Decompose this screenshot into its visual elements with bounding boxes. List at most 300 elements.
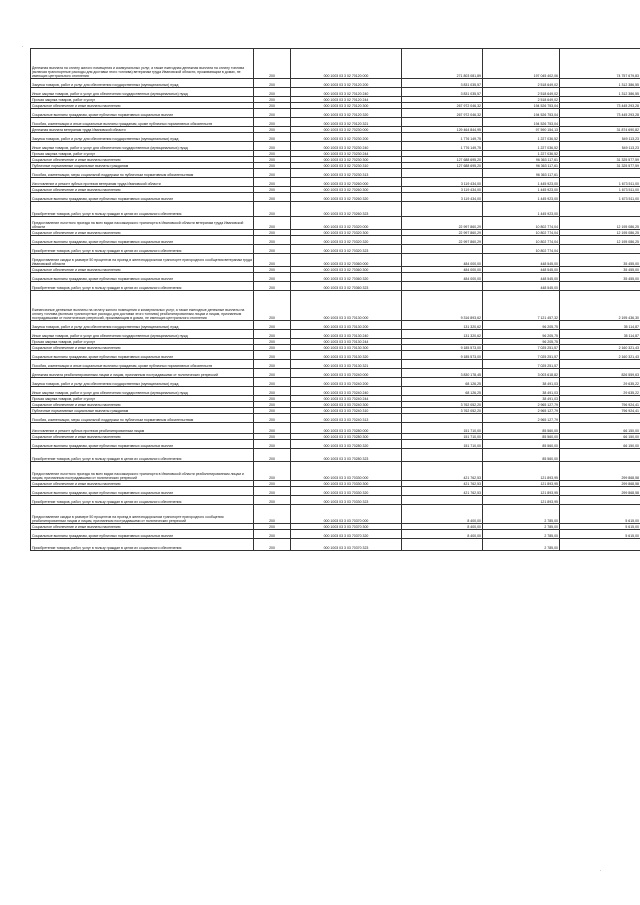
row-code-cell: 200 [254, 505, 291, 524]
row-code-cell: 200 [254, 423, 291, 434]
row-exec-cell: 7 025 251,57 [483, 345, 560, 351]
row-exec-cell: 1 227 036,52 [483, 133, 560, 142]
row-name-cell: Социальные выплаты гражданам, кроме публичных нормативных социальных выплат [31, 351, 254, 360]
budget-report-page [30, 48, 639, 858]
row-rest-cell: 12 195 086,25 [560, 236, 640, 245]
row-plan-cell [402, 449, 483, 462]
row-kbk-cell: 000 1003 03 3 03 70330 320 [291, 487, 402, 496]
row-kbk-cell: 000 1003 03 3 03 70240 240 [291, 387, 402, 396]
row-plan-cell [402, 414, 483, 423]
row-plan-cell: 3 762 052,20 [402, 402, 483, 408]
row-plan-cell: 3 119 434,00 [402, 178, 483, 187]
row-rest-cell: 299 868,58 [560, 487, 640, 496]
row-code-cell: 200 [254, 539, 291, 551]
table-row [31, 408, 640, 414]
table-row [31, 351, 640, 360]
table-row [31, 118, 640, 127]
row-name-cell: Социальное обеспечение и иные выплаты населению [31, 187, 254, 193]
row-plan-cell: 484 000,00 [402, 267, 483, 273]
row-kbk-cell: 000 1003 03 3 03 70370 323 [291, 539, 402, 551]
row-kbk-cell: 000 1003 03 3 03 70330 300 [291, 481, 402, 487]
row-plan-cell: 131 320,62 [402, 330, 483, 339]
row-kbk-cell: 000 1003 03 3 02 70260 300 [291, 187, 402, 193]
row-plan-cell: 127 688 695,20 [402, 157, 483, 163]
row-plan-cell: 22 997 860,29 [402, 217, 483, 230]
row-code-cell: 200 [254, 254, 291, 267]
row-name-cell: Социальное обеспечение и иные выплаты населению [31, 481, 254, 487]
table-row [31, 79, 640, 88]
row-exec-cell: 2 518 649,02 [483, 88, 560, 97]
row-kbk-cell: 000 1003 03 3 02 70120 300 [291, 103, 402, 109]
row-name-cell: Социальные выплаты гражданам, кроме публичных нормативных социальных выплат [31, 530, 254, 539]
row-rest-cell: 1 673 511,00 [560, 178, 640, 187]
row-rest-cell: 796 924,41 [560, 402, 640, 408]
row-kbk-cell: 000 1003 03 3 02 70360 000 [291, 254, 402, 267]
row-rest-cell [560, 202, 640, 217]
row-rest-cell [560, 169, 640, 178]
table-row [31, 193, 640, 202]
row-name-cell: Приобретение товаров, работ, услуг в пользу граждан в целях их социального обеспечения [31, 539, 254, 551]
row-code-cell: 200 [254, 291, 291, 321]
row-code-cell: 200 [254, 97, 291, 103]
row-code-cell: 200 [254, 360, 291, 369]
row-name-cell: Социальные выплаты гражданам, кроме публичных нормативных социальных выплат [31, 193, 254, 202]
row-exec-cell: 96 363 117,61 [483, 163, 560, 169]
row-rest-cell [560, 360, 640, 369]
row-plan-cell [402, 245, 483, 254]
row-rest-cell: 29 635,22 [560, 387, 640, 396]
row-kbk-cell: 000 1003 03 3 02 70120 244 [291, 97, 402, 103]
row-plan-cell: 3 762 052,20 [402, 408, 483, 414]
row-name-cell: Денежная выплата ветеранам труда Ивановской области [31, 127, 254, 133]
row-plan-cell: 484 000,00 [402, 254, 483, 267]
row-kbk-cell: 000 1003 03 3 02 70320 300 [291, 230, 402, 236]
row-rest-cell: 12 195 086,25 [560, 230, 640, 236]
row-code-cell: 200 [254, 151, 291, 157]
table-row [31, 142, 640, 151]
row-name-cell: Социальное обеспечение и иные выплаты населению [31, 230, 254, 236]
row-kbk-cell: 000 1003 03 3 02 70120 321 [291, 118, 402, 127]
row-name-cell: Социальное обеспечение и иные выплаты населению [31, 402, 254, 408]
row-rest-cell: 5 615,00 [560, 524, 640, 530]
row-exec-cell: 2 965 127,79 [483, 408, 560, 414]
row-kbk-cell: 000 1003 03 3 03 70130 300 [291, 345, 402, 351]
row-exec-cell: 7 121 457,32 [483, 291, 560, 321]
row-rest-cell: 1 312 386,55 [560, 79, 640, 88]
row-exec-cell: 448 545,00 [483, 267, 560, 273]
table-row [31, 169, 640, 178]
row-exec-cell: 2 785,00 [483, 505, 560, 524]
row-rest-cell: 29 635,22 [560, 378, 640, 387]
row-rest-cell: 5 615,00 [560, 505, 640, 524]
row-rest-cell: 299 868,58 [560, 462, 640, 481]
table-row [31, 423, 640, 434]
row-code-cell: 200 [254, 481, 291, 487]
row-code-cell: 200 [254, 202, 291, 217]
row-rest-cell: 35 114,87 [560, 321, 640, 330]
row-exec-cell: 7 025 251,57 [483, 360, 560, 369]
row-plan-cell: 131 320,62 [402, 321, 483, 330]
row-kbk-cell: 000 1003 03 3 03 70330 000 [291, 462, 402, 481]
table-row [31, 487, 640, 496]
row-rest-cell: 35 455,00 [560, 273, 640, 282]
row-exec-cell: 2 785,00 [483, 530, 560, 539]
row-kbk-cell: 000 1003 03 3 02 70120 000 [291, 49, 402, 79]
row-exec-cell: 3 003 618,82 [483, 369, 560, 378]
scan-dot-bottom: · [600, 868, 602, 873]
row-plan-cell: 271 803 081,89 [402, 49, 483, 79]
row-rest-cell: 2 195 436,30 [560, 291, 640, 321]
row-plan-cell: 3 830 178,45 [402, 369, 483, 378]
row-name-cell: Социальные выплаты гражданам, кроме публичных нормативных социальных выплат [31, 487, 254, 496]
table-row [31, 330, 640, 339]
row-plan-cell: 421 762,53 [402, 487, 483, 496]
row-name-cell: Денежная выплата на оплату жилого помещения и коммунальных услуг, а также ежегодная денежная выплата на оплату топлива (включая транспортные расходы для доставки этого топлива) ветеранам труда Ивановской области, проживающим в домах, не имеющих центрального отопления [31, 49, 254, 79]
row-plan-cell: 151 710,00 [402, 423, 483, 434]
row-rest-cell: 5 615,00 [560, 530, 640, 539]
row-kbk-cell: 000 1003 03 3 02 70260 320 [291, 193, 402, 202]
row-name-cell: Приобретение товаров, работ, услуг в пользу граждан в целях их социального обеспечения [31, 496, 254, 505]
row-kbk-cell: 000 1003 03 3 03 70280 323 [291, 449, 402, 462]
row-code-cell: 200 [254, 178, 291, 187]
row-name-cell: Пособия, компенсации и иные социальные выплаты гражданам, кроме публичных нормативных обязательств [31, 118, 254, 127]
row-rest-cell: 66 150,00 [560, 434, 640, 440]
row-plan-cell: 267 972 046,32 [402, 109, 483, 118]
row-plan-cell [402, 282, 483, 291]
row-name-cell: Социальные выплаты гражданам, кроме публичных нормативных социальных выплат [31, 236, 254, 245]
row-rest-cell [560, 414, 640, 423]
row-kbk-cell: 000 1003 03 3 03 70280 320 [291, 440, 402, 449]
row-name-cell: Прочая закупка товаров, работ и услуг [31, 396, 254, 402]
row-kbk-cell: 000 1003 03 3 03 70130 000 [291, 291, 402, 321]
row-kbk-cell: 000 1003 03 3 03 70130 200 [291, 321, 402, 330]
row-name-cell: Пособия, компенсации, меры социальной поддержки по публичным нормативным обязательствам [31, 414, 254, 423]
row-rest-cell: 73 445 293,28 [560, 109, 640, 118]
row-plan-cell [402, 360, 483, 369]
row-exec-cell: 2 785,00 [483, 539, 560, 551]
row-rest-cell: 1 673 511,00 [560, 187, 640, 193]
table-row [31, 369, 640, 378]
row-rest-cell: 1 673 511,00 [560, 193, 640, 202]
row-exec-cell: 85 560,00 [483, 423, 560, 434]
row-exec-cell: 10 802 774,04 [483, 236, 560, 245]
row-exec-cell: 85 560,00 [483, 440, 560, 449]
row-code-cell: 200 [254, 282, 291, 291]
row-rest-cell: 826 559,63 [560, 369, 640, 378]
row-plan-cell: 151 710,00 [402, 440, 483, 449]
row-plan-cell: 9 185 573,00 [402, 345, 483, 351]
row-name-cell: Прочая закупка товаров, работ и услуг [31, 151, 254, 157]
row-kbk-cell: 000 1003 03 3 03 70370 000 [291, 505, 402, 524]
row-rest-cell: 12 195 086,25 [560, 217, 640, 230]
row-exec-cell: 197 045 402,06 [483, 49, 560, 79]
row-rest-cell: 31 325 577,59 [560, 163, 640, 169]
table-row [31, 49, 640, 79]
row-exec-cell: 97 590 154,13 [483, 127, 560, 133]
row-plan-cell: 3 831 035,57 [402, 79, 483, 88]
row-rest-cell: 796 924,41 [560, 408, 640, 414]
table-row [31, 217, 640, 230]
row-code-cell: 200 [254, 109, 291, 118]
row-code-cell: 200 [254, 118, 291, 127]
row-kbk-cell: 000 1003 03 3 03 70240 200 [291, 378, 402, 387]
row-name-cell: Социальное обеспечение и иные выплаты населению [31, 267, 254, 273]
row-code-cell: 200 [254, 49, 291, 79]
row-kbk-cell: 000 1003 03 3 03 70280 300 [291, 434, 402, 440]
row-name-cell: Закупка товаров, работ и услуг для обеспечения государственных (муниципальных) нужд [31, 133, 254, 142]
row-rest-cell [560, 496, 640, 505]
row-code-cell: 200 [254, 496, 291, 505]
table-row [31, 245, 640, 254]
row-code-cell: 200 [254, 187, 291, 193]
row-plan-cell: 3 831 035,57 [402, 88, 483, 97]
row-plan-cell: 484 000,00 [402, 273, 483, 282]
table-body [31, 49, 640, 551]
table-row [31, 236, 640, 245]
row-exec-cell: 2 518 649,02 [483, 97, 560, 103]
row-exec-cell: 1 445 923,00 [483, 202, 560, 217]
row-name-cell: Социальное обеспечение и иные выплаты населению [31, 434, 254, 440]
row-code-cell: 200 [254, 396, 291, 402]
row-code-cell: 200 [254, 157, 291, 163]
row-code-cell: 200 [254, 408, 291, 414]
row-code-cell: 200 [254, 449, 291, 462]
row-code-cell: 200 [254, 217, 291, 230]
table-row [31, 360, 640, 369]
row-rest-cell: 1 312 386,55 [560, 88, 640, 97]
row-kbk-cell: 000 1003 03 3 02 70120 320 [291, 109, 402, 118]
row-name-cell: Ежемесячные денежные выплаты на оплату жилого помещения и коммунальных услуг, а также ежегодные денежные выплаты на оплату топлива (включая транспортные расходы для доставки этого топлива) реабилитированным лицам и лицам, признанным пострадавшими от политических репрессий, проживающим в домах, не имеющих центрального отопления [31, 291, 254, 321]
row-exec-cell: 448 545,00 [483, 282, 560, 291]
table-row [31, 440, 640, 449]
row-rest-cell: 2 160 321,43 [560, 351, 640, 360]
row-exec-cell: 448 545,00 [483, 254, 560, 267]
row-code-cell: 200 [254, 351, 291, 360]
row-code-cell: 200 [254, 345, 291, 351]
row-code-cell: 200 [254, 387, 291, 396]
row-kbk-cell: 000 1003 03 3 02 70260 323 [291, 202, 402, 217]
row-plan-cell: 9 316 893,62 [402, 291, 483, 321]
row-name-cell: Прочая закупка товаров, работ и услуг [31, 97, 254, 103]
row-name-cell: Предоставление льготного проезда на всех видах пассажирского транспорта в Ивановской области ветеранам труда Ивановской области [31, 217, 254, 230]
row-code-cell: 200 [254, 321, 291, 330]
row-rest-cell: 66 150,00 [560, 423, 640, 434]
row-kbk-cell: 000 1003 03 3 02 70230 300 [291, 157, 402, 163]
row-name-cell: Публичные нормативные социальные выплаты гражданам [31, 408, 254, 414]
row-name-cell: Социальное обеспечение и иные выплаты населению [31, 524, 254, 530]
row-code-cell: 200 [254, 378, 291, 387]
row-name-cell: Изготовление и ремонт зубных протезов реабилитированным лицам [31, 423, 254, 434]
row-exec-cell: 96 205,75 [483, 330, 560, 339]
row-name-cell: Иные закупки товаров, работ и услуг для обеспечения государственных (муниципальных) нужд [31, 142, 254, 151]
row-kbk-cell: 000 1003 03 3 02 70360 323 [291, 282, 402, 291]
budget-execution-table [30, 48, 640, 551]
row-kbk-cell: 000 1003 03 3 02 70230 244 [291, 151, 402, 157]
row-code-cell: 200 [254, 339, 291, 345]
row-code-cell: 200 [254, 230, 291, 236]
row-code-cell: 200 [254, 369, 291, 378]
row-code-cell: 200 [254, 434, 291, 440]
row-plan-cell: 421 762,53 [402, 462, 483, 481]
table-row [31, 291, 640, 321]
row-exec-cell: 10 802 774,04 [483, 217, 560, 230]
row-kbk-cell: 000 1003 03 3 03 70240 000 [291, 369, 402, 378]
row-exec-cell: 2 965 127,79 [483, 414, 560, 423]
row-name-cell: Приобретение товаров, работ, услуг в пользу граждан в целях их социального обеспечения [31, 245, 254, 254]
row-name-cell: Предоставление скидки в размере 50 процентов на проезд в железнодорожном транспорте пригородного сообщения реабилитированным лицам и лицам, признанным пострадавшими от политических репрессий [31, 505, 254, 524]
row-plan-cell: 68 126,25 [402, 387, 483, 396]
table-row [31, 88, 640, 97]
row-plan-cell: 8 400,00 [402, 530, 483, 539]
row-plan-cell: 1 776 149,75 [402, 133, 483, 142]
row-name-cell: Приобретение товаров, работ, услуг в пользу граждан в целях их социального обеспечения [31, 449, 254, 462]
table-row [31, 414, 640, 423]
row-exec-cell: 121 893,95 [483, 462, 560, 481]
table-row [31, 282, 640, 291]
row-exec-cell: 96 363 117,61 [483, 157, 560, 163]
row-rest-cell: 549 113,23 [560, 142, 640, 151]
row-name-cell: Социальные выплаты гражданам, кроме публичных нормативных социальных выплат [31, 273, 254, 282]
row-name-cell: Приобретение товаров, работ, услуг в пользу граждан в целях их социального обеспечения [31, 202, 254, 217]
row-exec-cell: 194 526 753,04 [483, 103, 560, 109]
row-kbk-cell: 000 1003 03 3 02 70320 323 [291, 245, 402, 254]
table-row [31, 530, 640, 539]
row-code-cell: 200 [254, 169, 291, 178]
row-name-cell: Иные закупки товаров, работ и услуг для обеспечения государственных (муниципальных) нужд [31, 387, 254, 396]
row-code-cell: 200 [254, 330, 291, 339]
row-exec-cell: 1 227 036,52 [483, 142, 560, 151]
table-row [31, 127, 640, 133]
table-row [31, 133, 640, 142]
row-name-cell: Денежная выплата реабилитированным лицам и лицам, признанным пострадавшими от политических репрессий [31, 369, 254, 378]
row-plan-cell: 22 997 860,29 [402, 236, 483, 245]
row-code-cell: 200 [254, 273, 291, 282]
table-row [31, 321, 640, 330]
row-code-cell: 200 [254, 462, 291, 481]
row-exec-cell: 38 491,03 [483, 387, 560, 396]
row-name-cell: Социальные выплаты гражданам, кроме публичных нормативных социальных выплат [31, 109, 254, 118]
row-kbk-cell: 000 1003 03 3 02 70320 320 [291, 236, 402, 245]
table-row [31, 449, 640, 462]
row-rest-cell: 35 114,87 [560, 330, 640, 339]
row-exec-cell: 10 802 774,04 [483, 230, 560, 236]
row-rest-cell: 74 757 679,83 [560, 49, 640, 79]
row-exec-cell: 85 560,00 [483, 449, 560, 462]
row-plan-cell: 127 688 695,20 [402, 163, 483, 169]
row-name-cell: Изготовление и ремонт зубных протезов ветеранам труда Ивановской области [31, 178, 254, 187]
table-row [31, 496, 640, 505]
row-kbk-cell: 000 1003 03 3 03 70130 321 [291, 360, 402, 369]
row-exec-cell: 121 893,95 [483, 487, 560, 496]
row-rest-cell [560, 449, 640, 462]
row-name-cell: Закупка товаров, работ и услуг для обеспечения государственных (муниципальных) нужд [31, 321, 254, 330]
row-plan-cell: 151 710,00 [402, 434, 483, 440]
row-plan-cell [402, 202, 483, 217]
row-plan-cell: 267 972 046,32 [402, 103, 483, 109]
row-code-cell: 200 [254, 402, 291, 408]
row-plan-cell [402, 496, 483, 505]
row-code-cell: 200 [254, 142, 291, 151]
row-exec-cell: 96 363 117,61 [483, 169, 560, 178]
row-exec-cell: 1 445 923,00 [483, 178, 560, 187]
row-name-cell: Иные закупки товаров, работ и услуг для обеспечения государственных (муниципальных) нужд [31, 88, 254, 97]
row-kbk-cell: 000 1003 03 3 02 70230 310 [291, 163, 402, 169]
row-name-cell: Закупка товаров, работ и услуг для обеспечения государственных (муниципальных) нужд [31, 79, 254, 88]
row-kbk-cell: 000 1003 03 3 02 70360 300 [291, 267, 402, 273]
row-kbk-cell: 000 1003 03 3 03 70330 323 [291, 496, 402, 505]
table-row [31, 387, 640, 396]
row-plan-cell: 8 400,00 [402, 524, 483, 530]
row-kbk-cell: 000 1003 03 3 03 70240 244 [291, 396, 402, 402]
row-name-cell: Прочая закупка товаров, работ и услуг [31, 339, 254, 345]
row-rest-cell [560, 282, 640, 291]
row-exec-cell: 96 205,75 [483, 339, 560, 345]
row-exec-cell: 194 526 753,04 [483, 109, 560, 118]
row-rest-cell: 35 455,00 [560, 254, 640, 267]
row-code-cell: 200 [254, 440, 291, 449]
table-row [31, 539, 640, 551]
row-name-cell: Приобретение товаров, работ, услуг в пользу граждан в целях их социального обеспечения [31, 282, 254, 291]
row-rest-cell [560, 539, 640, 551]
row-rest-cell: 35 455,00 [560, 267, 640, 273]
row-name-cell: Закупка товаров, работ и услуг для обеспечения государственных (муниципальных) нужд [31, 378, 254, 387]
row-code-cell: 200 [254, 530, 291, 539]
row-plan-cell [402, 539, 483, 551]
row-plan-cell: 129 464 844,95 [402, 127, 483, 133]
row-plan-cell: 68 126,25 [402, 378, 483, 387]
row-kbk-cell: 000 1003 03 3 03 70130 244 [291, 339, 402, 345]
row-kbk-cell: 000 1003 03 3 03 70130 320 [291, 351, 402, 360]
row-exec-cell: 2 965 127,79 [483, 402, 560, 408]
table-row [31, 163, 640, 169]
row-code-cell: 200 [254, 163, 291, 169]
row-name-cell: Публичные нормативные социальные выплаты гражданам [31, 163, 254, 169]
row-exec-cell: 96 205,75 [483, 321, 560, 330]
row-rest-cell: 299 868,58 [560, 481, 640, 487]
row-exec-cell: 1 445 923,00 [483, 187, 560, 193]
row-kbk-cell: 000 1003 03 3 03 70240 300 [291, 402, 402, 408]
row-plan-cell: 421 762,53 [402, 481, 483, 487]
row-code-cell: 200 [254, 103, 291, 109]
row-name-cell: Предоставление скидки в размере 50 процентов на проезд в железнодорожном транспорте пригородного сообщения ветеранам труда Ивановской области [31, 254, 254, 267]
table-row [31, 462, 640, 481]
row-code-cell: 200 [254, 487, 291, 496]
row-exec-cell: 121 893,95 [483, 481, 560, 487]
scan-dot-top: · [22, 44, 24, 49]
table-row [31, 109, 640, 118]
row-name-cell: Социальное обеспечение и иные выплаты населению [31, 345, 254, 351]
row-rest-cell [560, 245, 640, 254]
row-kbk-cell: 000 1003 03 3 02 70360 320 [291, 273, 402, 282]
row-kbk-cell: 000 1003 03 3 02 70120 240 [291, 88, 402, 97]
table-row [31, 178, 640, 187]
row-exec-cell: 2 785,00 [483, 524, 560, 530]
row-name-cell: Пособия, компенсации и иные социальные выплаты гражданам, кроме публичных нормативных обязательств [31, 360, 254, 369]
row-exec-cell: 1 227 036,52 [483, 151, 560, 157]
row-exec-cell: 1 445 923,00 [483, 193, 560, 202]
row-plan-cell: 3 119 434,00 [402, 193, 483, 202]
row-rest-cell: 31 325 577,59 [560, 157, 640, 163]
row-exec-cell: 10 802 774,04 [483, 245, 560, 254]
row-exec-cell: 85 560,00 [483, 434, 560, 440]
row-rest-cell: 73 445 293,28 [560, 103, 640, 109]
table-row [31, 273, 640, 282]
row-rest-cell: 66 150,00 [560, 440, 640, 449]
row-plan-cell [402, 118, 483, 127]
row-kbk-cell: 000 1003 03 3 02 70320 000 [291, 217, 402, 230]
row-code-cell: 200 [254, 127, 291, 133]
row-code-cell: 200 [254, 133, 291, 142]
